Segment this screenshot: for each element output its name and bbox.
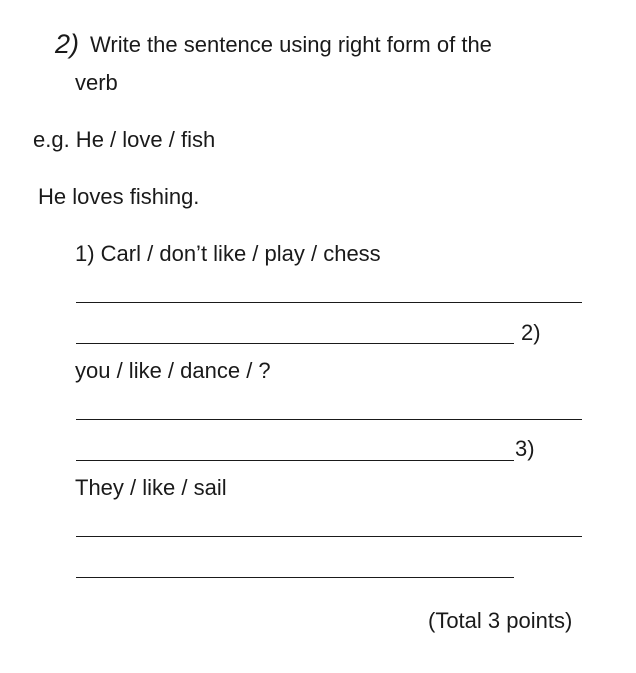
item-2-prompt: you / like / dance / ? — [75, 358, 271, 383]
item-3-answer-line-1[interactable] — [76, 536, 582, 537]
item-1-prompt: 1) Carl / don’t like / play / chess — [75, 241, 381, 266]
example-answer: He loves fishing. — [38, 184, 200, 209]
total-points: (Total 3 points) — [428, 608, 573, 633]
item-3-number: 3) — [515, 436, 535, 461]
item-2-answer-line-2[interactable] — [76, 460, 514, 461]
item-1-answer-line-1[interactable] — [76, 302, 582, 303]
item-2-answer-line-1[interactable] — [76, 419, 582, 420]
item-3-prompt: They / like / sail — [75, 475, 227, 500]
task-instruction-continued: verb — [75, 70, 118, 95]
item-1-answer-line-2[interactable] — [76, 343, 514, 344]
example-prompt: e.g. He / love / fish — [33, 127, 216, 152]
item-2-number: 2) — [521, 320, 541, 345]
item-3-answer-line-2[interactable] — [76, 577, 514, 578]
task-number: 2) — [55, 29, 80, 59]
task-instruction: Write the sentence using right form of the — [90, 32, 492, 57]
